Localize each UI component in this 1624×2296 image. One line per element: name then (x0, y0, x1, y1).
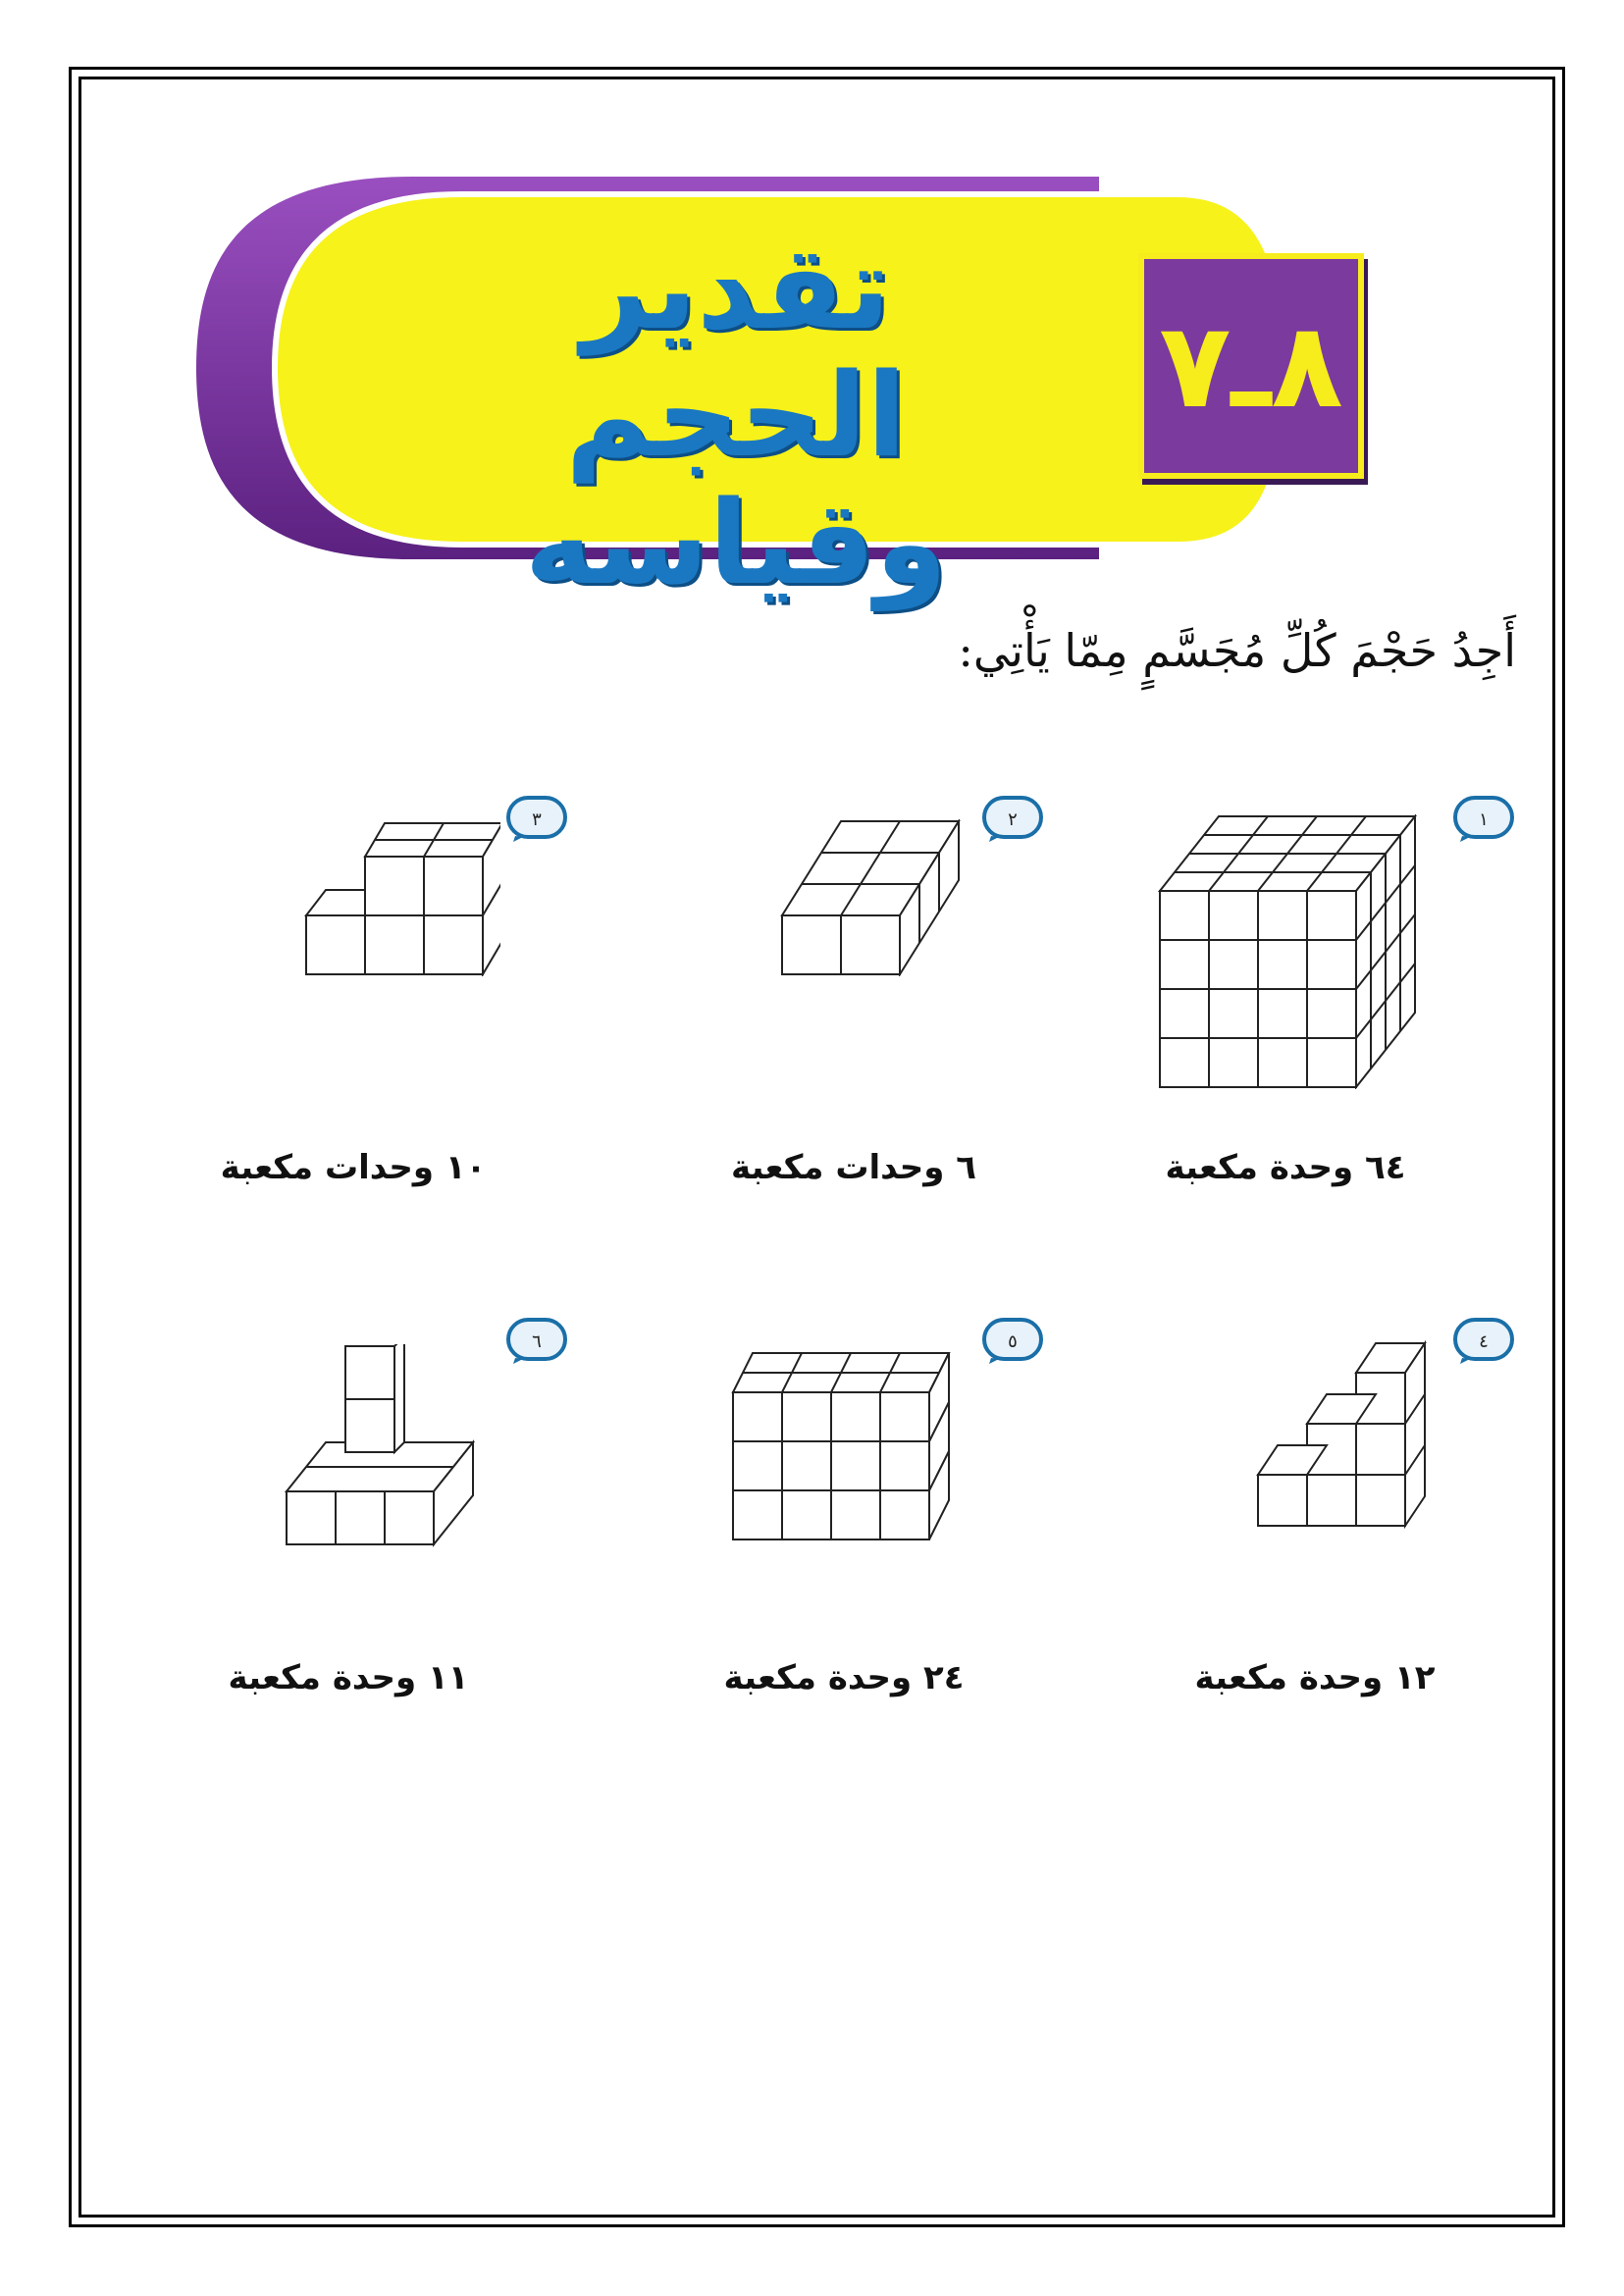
title-line-2: وقياسه (524, 475, 948, 610)
title-line-1: تقدير الحجم (565, 220, 907, 483)
problem-number: ٢ (1008, 809, 1018, 830)
cube-figure-6 (285, 1344, 500, 1554)
answer-5: ٢٤ وحدة مكعبة (723, 1658, 965, 1697)
problem-number-badge (505, 795, 568, 844)
problem-number-badge (1452, 1317, 1515, 1366)
answer-1: ٦٤ وحدة مكعبة (1165, 1148, 1406, 1187)
cube-figure-5 (731, 1349, 967, 1549)
speech-bubble-icon (981, 795, 1044, 844)
problem-number-badge (1452, 795, 1515, 844)
instruction-text: أَجِدُ حَجْمَ كُلِّ مُجَسَّمٍ مِمّا يَأْتِي: (958, 624, 1516, 677)
answer-2: ٦ وحدات مكعبة (730, 1148, 977, 1187)
cube-figure-4 (1256, 1339, 1452, 1539)
cube-figure-3 (304, 819, 500, 980)
lesson-number-box (1138, 253, 1364, 479)
answer-3: ١٠ وحدات مكعبة (220, 1148, 487, 1187)
problem-number: ٦ (532, 1331, 542, 1352)
problem-number-badge (505, 1317, 568, 1366)
problem-number-badge (981, 1317, 1044, 1366)
cube-figure-1 (1158, 814, 1433, 1093)
speech-bubble-icon (505, 1317, 568, 1366)
problem-number: ٥ (1008, 1331, 1018, 1352)
problem-number-badge (981, 795, 1044, 844)
problem-number: ١ (1479, 809, 1489, 830)
cube-figure-2 (780, 819, 976, 980)
speech-bubble-icon (1452, 1317, 1515, 1366)
speech-bubble-icon (505, 795, 568, 844)
problem-number: ٤ (1479, 1331, 1489, 1352)
answer-6: ١١ وحدة مكعبة (228, 1658, 469, 1697)
answer-4: ١٢ وحدة مكعبة (1194, 1658, 1436, 1697)
lesson-number: ٨ـ٧ (1159, 297, 1343, 435)
problem-number: ٣ (532, 809, 542, 830)
lesson-title (393, 220, 1079, 610)
speech-bubble-icon (1452, 795, 1515, 844)
speech-bubble-icon (981, 1317, 1044, 1366)
